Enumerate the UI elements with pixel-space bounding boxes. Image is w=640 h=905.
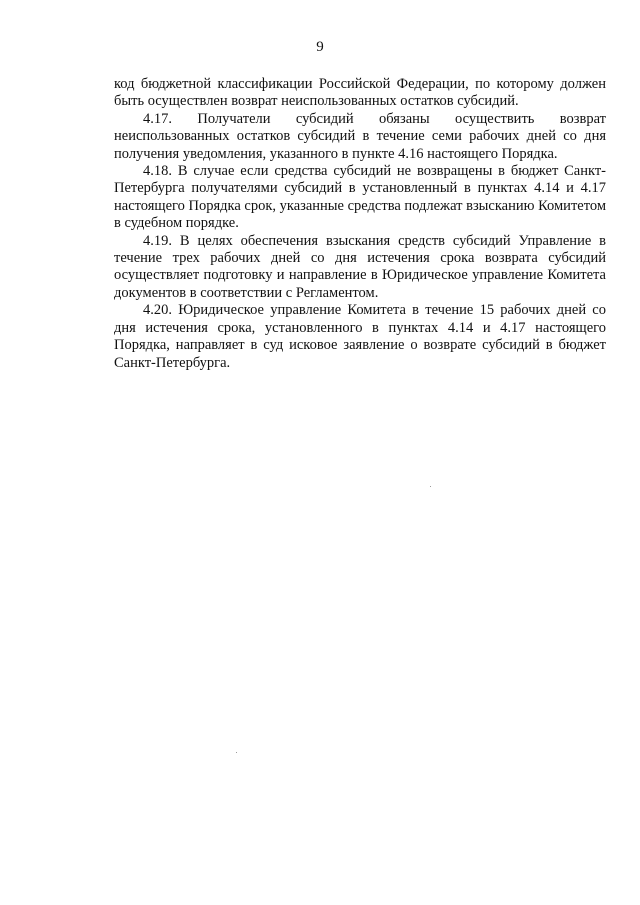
scan-speck (236, 752, 237, 753)
page-number: 9 (316, 39, 324, 55)
paragraph-continuation: код бюджетной классификации Российской Федерации, по которому должен быть осуществлен возврат неиспользованных остатков субсидий. (114, 76, 606, 110)
paragraph-4-19: 4.19. В целях обеспечения взыскания средств субсидий Управление в течение трех рабочих дней со дня истечения срока возврата субсидий осуществляет подготовку и направление в Юридическое управление Комитета документов в соответствии с Регламентом. (114, 232, 606, 301)
paragraph-4-20: 4.20. Юридическое управление Комитета в течение 15 рабочих дней со дня истечения срока, установленного в пунктах 4.14 и 4.17 настоящего Порядка, направляет в суд исковое заявление о возврате субсидий в бюджет Санкт-Петербурга. (114, 302, 606, 371)
paragraph-4-18: 4.18. В случае если средства субсидий не возвращены в бюджет Санкт-Петербурга получателями субсидий в установленный в пунктах 4.14 и 4.17 настоящего Порядка срок, указанные средства подлежат взысканию Комитетом в судебном порядке. (114, 163, 607, 232)
scan-speck (430, 486, 431, 487)
document-body (114, 76, 606, 372)
paragraph-4-17: 4.17. Получатели субсидий обязаны осуществить возврат неиспользованных остатков субсидий в течение семи рабочих дней со дня получения уведомления, указанного в пункте 4.16 настоящего Порядка. (114, 110, 606, 162)
